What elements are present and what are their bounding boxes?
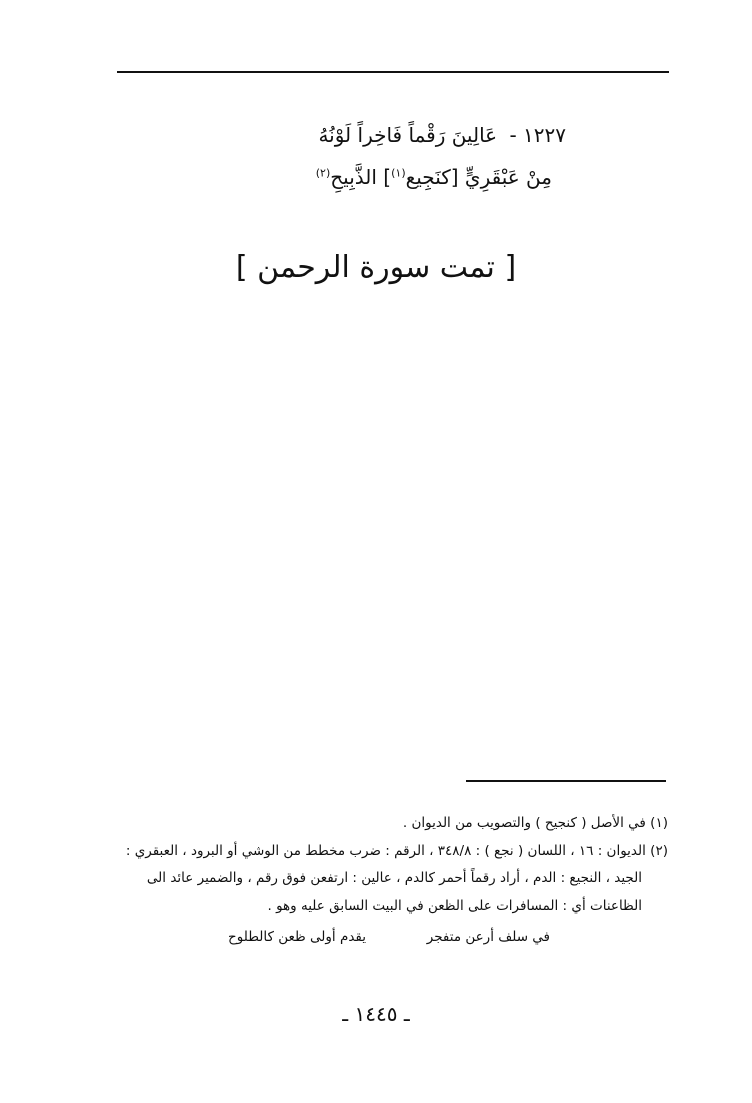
verse-line-1 xyxy=(318,123,566,147)
header-rule xyxy=(117,71,669,73)
footnote-verse-hemistich-1: في سلف أرعن متفجر xyxy=(426,929,550,945)
footnote-2-line-3: الظاعنات أي : المسافرات على الظعن في البيت السابق عليه وهو . xyxy=(267,898,642,914)
verse-number: ١٢٢٧ - xyxy=(509,123,566,147)
verse-line-2 xyxy=(316,165,552,189)
footnote-ref-1: (١) xyxy=(391,166,406,180)
footnote-1: (١) في الأصل ( كنجيح ) والتصويب من الديوان . xyxy=(402,815,668,831)
footnote-2-line-2: الجيد ، النجيع : الدم ، أراد رقماً أحمر كالدم ، عالين : ارتفعن فوق رقم ، والضمير عائد الى xyxy=(146,870,642,886)
surah-end-heading: [ تمت سورة الرحمن ] xyxy=(235,250,517,285)
footnote-ref-2: (٢) xyxy=(315,166,331,180)
footnote-2-line-1: (٢) الديوان : ١٦ ، اللسان ( نجع ) : ٣٤٨/٨ ، الرقم : ضرب مخطط من الوشي أو البرود ، العبقري : xyxy=(125,843,668,859)
footnote-rule xyxy=(466,780,666,782)
verse-hemistich-2b: ] الذَّبِيحِ xyxy=(330,165,392,189)
verse-hemistich-1: عَالِينَ رَقْماً فَاخِراً لَوْنُهُ xyxy=(318,123,498,147)
page-number: ـ ١٤٤٥ ـ xyxy=(342,1002,410,1026)
footnote-verse-hemistich-2: يقدم أولى ظعن كالطلوح xyxy=(228,929,366,945)
verse-hemistich-2a: مِنْ عَبْقَرِيٍّ [كنَجِيع xyxy=(405,165,552,189)
